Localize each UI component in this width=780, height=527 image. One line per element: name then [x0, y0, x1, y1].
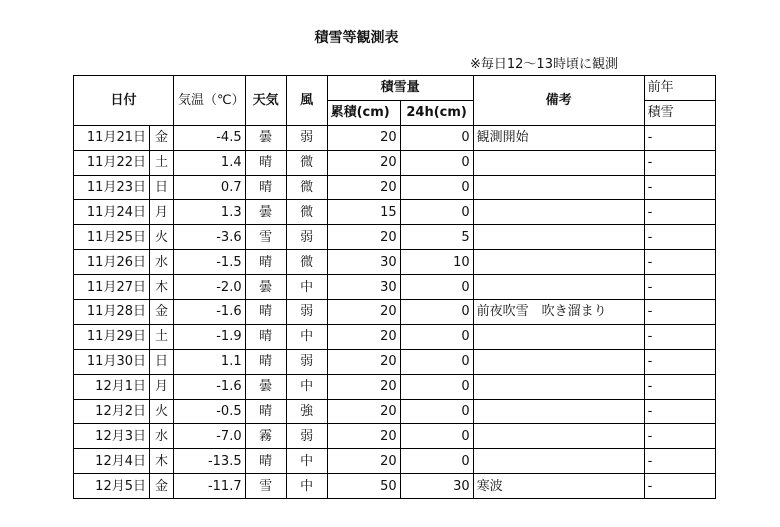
wind-cell: 弱 [286, 225, 327, 250]
prev-year-cell: - [644, 374, 715, 399]
table-row [74, 200, 716, 225]
temperature-cell: -1.6 [174, 374, 246, 399]
weekday-cell: 土 [150, 150, 174, 175]
wind-cell: 弱 [286, 424, 327, 449]
table-row [74, 349, 716, 374]
page-title: 積雪等観測表 [314, 30, 399, 46]
date-cell: 11月25日 [74, 225, 150, 250]
temperature-cell: -2.0 [174, 275, 246, 300]
snow-24h-cell: 0 [400, 275, 473, 300]
prev-year-cell: - [644, 275, 715, 300]
remarks-cell [473, 374, 644, 399]
weather-cell: 晴 [245, 324, 286, 349]
weather-cell: 曇 [245, 374, 286, 399]
temperature-cell: -13.5 [174, 449, 246, 474]
snow-24h-cell: 0 [400, 374, 473, 399]
weekday-cell: 火 [150, 225, 174, 250]
prev-year-cell: - [644, 150, 715, 175]
header-snow-total: 累積(cm) [327, 100, 400, 125]
wind-cell: 微 [286, 175, 327, 200]
weekday-cell: 火 [150, 399, 174, 424]
weekday-cell: 水 [150, 424, 174, 449]
weekday-cell: 金 [150, 474, 174, 499]
snow-total-cell: 20 [327, 424, 400, 449]
weather-cell: 晴 [245, 250, 286, 275]
table-row [74, 225, 716, 250]
prev-year-cell: - [644, 125, 715, 150]
wind-cell: 中 [286, 474, 327, 499]
remarks-cell [473, 275, 644, 300]
date-cell: 11月29日 [74, 324, 150, 349]
weather-cell: 曇 [245, 275, 286, 300]
date-cell: 11月22日 [74, 150, 150, 175]
wind-cell: 弱 [286, 300, 327, 325]
prev-year-cell: - [644, 324, 715, 349]
weekday-cell: 木 [150, 275, 174, 300]
remarks-cell [473, 150, 644, 175]
header-wind: 風 [286, 76, 327, 126]
snow-24h-cell: 0 [400, 424, 473, 449]
temperature-cell: 0.7 [174, 175, 246, 200]
temperature-cell: -7.0 [174, 424, 246, 449]
snow-observation-table [73, 75, 716, 499]
date-cell: 11月30日 [74, 349, 150, 374]
wind-cell: 弱 [286, 349, 327, 374]
temperature-cell: 1.3 [174, 200, 246, 225]
snow-total-cell: 20 [327, 349, 400, 374]
header-snow: 積雪量 [327, 76, 473, 101]
remarks-cell [473, 324, 644, 349]
date-cell: 12月1日 [74, 374, 150, 399]
snow-24h-cell: 10 [400, 250, 473, 275]
remarks-cell: 観測開始 [473, 125, 644, 150]
snow-total-cell: 50 [327, 474, 400, 499]
table-row [74, 449, 716, 474]
header-remarks: 備考 [473, 76, 644, 126]
weather-cell: 曇 [245, 125, 286, 150]
snow-total-cell: 20 [327, 125, 400, 150]
date-cell: 11月28日 [74, 300, 150, 325]
weather-cell: 晴 [245, 150, 286, 175]
snow-24h-cell: 0 [400, 324, 473, 349]
table-row [74, 474, 716, 499]
weather-cell: 晴 [245, 300, 286, 325]
weekday-cell: 日 [150, 349, 174, 374]
wind-cell: 微 [286, 150, 327, 175]
wind-cell: 中 [286, 449, 327, 474]
prev-year-cell: - [644, 250, 715, 275]
observation-note: ※毎日12～13時頃に観測 [470, 57, 618, 72]
prev-year-cell: - [644, 424, 715, 449]
table-row [74, 125, 716, 150]
remarks-cell [473, 225, 644, 250]
date-cell: 12月4日 [74, 449, 150, 474]
remarks-cell [473, 399, 644, 424]
wind-cell: 中 [286, 374, 327, 399]
header-weather: 天気 [245, 76, 286, 126]
weather-cell: 霧 [245, 424, 286, 449]
header-prev-year-1: 前年 [644, 76, 715, 101]
temperature-cell: -1.6 [174, 300, 246, 325]
prev-year-cell: - [644, 349, 715, 374]
snow-total-cell: 20 [327, 225, 400, 250]
weekday-cell: 金 [150, 125, 174, 150]
date-cell: 12月5日 [74, 474, 150, 499]
temperature-cell: 1.4 [174, 150, 246, 175]
prev-year-cell: - [644, 399, 715, 424]
remarks-cell [473, 349, 644, 374]
table-row [74, 150, 716, 175]
prev-year-cell: - [644, 449, 715, 474]
temperature-cell: -1.9 [174, 324, 246, 349]
weather-cell: 晴 [245, 449, 286, 474]
date-cell: 12月2日 [74, 399, 150, 424]
snow-24h-cell: 30 [400, 474, 473, 499]
weather-cell: 雪 [245, 474, 286, 499]
temperature-cell: -1.5 [174, 250, 246, 275]
weekday-cell: 月 [150, 200, 174, 225]
date-cell: 11月23日 [74, 175, 150, 200]
wind-cell: 弱 [286, 125, 327, 150]
table-row [74, 374, 716, 399]
snow-24h-cell: 0 [400, 399, 473, 424]
date-cell: 11月21日 [74, 125, 150, 150]
date-cell: 11月26日 [74, 250, 150, 275]
weather-cell: 曇 [245, 200, 286, 225]
snow-24h-cell: 0 [400, 300, 473, 325]
snow-total-cell: 20 [327, 399, 400, 424]
snow-total-cell: 20 [327, 374, 400, 399]
table-row [74, 300, 716, 325]
wind-cell: 中 [286, 324, 327, 349]
table-row [74, 424, 716, 449]
snow-total-cell: 20 [327, 300, 400, 325]
snow-24h-cell: 0 [400, 125, 473, 150]
table-row [74, 399, 716, 424]
weekday-cell: 水 [150, 250, 174, 275]
wind-cell: 中 [286, 275, 327, 300]
remarks-cell [473, 424, 644, 449]
snow-24h-cell: 0 [400, 349, 473, 374]
snow-24h-cell: 0 [400, 150, 473, 175]
weather-cell: 晴 [245, 399, 286, 424]
temperature-cell: -4.5 [174, 125, 246, 150]
header-snow-24h: 24h(cm) [400, 100, 473, 125]
temperature-cell: -11.7 [174, 474, 246, 499]
weather-cell: 雪 [245, 225, 286, 250]
remarks-cell [473, 200, 644, 225]
prev-year-cell: - [644, 225, 715, 250]
snow-total-cell: 30 [327, 275, 400, 300]
table-row [74, 324, 716, 349]
weekday-cell: 木 [150, 449, 174, 474]
snow-total-cell: 15 [327, 200, 400, 225]
remarks-cell [473, 449, 644, 474]
prev-year-cell: - [644, 200, 715, 225]
prev-year-cell: - [644, 175, 715, 200]
weather-cell: 晴 [245, 175, 286, 200]
temperature-cell: -0.5 [174, 399, 246, 424]
snow-24h-cell: 0 [400, 175, 473, 200]
remarks-cell: 前夜吹雪 吹き溜まり [473, 300, 644, 325]
wind-cell: 微 [286, 250, 327, 275]
weekday-cell: 金 [150, 300, 174, 325]
temperature-cell: 1.1 [174, 349, 246, 374]
snow-24h-cell: 0 [400, 200, 473, 225]
header-row-top [74, 76, 716, 101]
date-cell: 11月27日 [74, 275, 150, 300]
wind-cell: 微 [286, 200, 327, 225]
snow-total-cell: 20 [327, 150, 400, 175]
prev-year-cell: - [644, 474, 715, 499]
date-cell: 12月3日 [74, 424, 150, 449]
weekday-cell: 月 [150, 374, 174, 399]
weekday-cell: 土 [150, 324, 174, 349]
date-cell: 11月24日 [74, 200, 150, 225]
header-prev-year-2: 積雪 [644, 100, 715, 125]
table-row [74, 250, 716, 275]
snow-24h-cell: 0 [400, 449, 473, 474]
remarks-cell [473, 250, 644, 275]
snow-total-cell: 20 [327, 324, 400, 349]
table-row [74, 175, 716, 200]
header-date: 日付 [74, 76, 174, 126]
prev-year-cell: - [644, 300, 715, 325]
remarks-cell [473, 175, 644, 200]
temperature-cell: -3.6 [174, 225, 246, 250]
remarks-cell: 寒波 [473, 474, 644, 499]
wind-cell: 強 [286, 399, 327, 424]
weekday-cell: 日 [150, 175, 174, 200]
snow-total-cell: 20 [327, 175, 400, 200]
weather-cell: 晴 [245, 349, 286, 374]
header-temp: 気温（℃） [174, 76, 246, 126]
table-row [74, 275, 716, 300]
snow-24h-cell: 5 [400, 225, 473, 250]
snow-total-cell: 20 [327, 449, 400, 474]
snow-total-cell: 30 [327, 250, 400, 275]
